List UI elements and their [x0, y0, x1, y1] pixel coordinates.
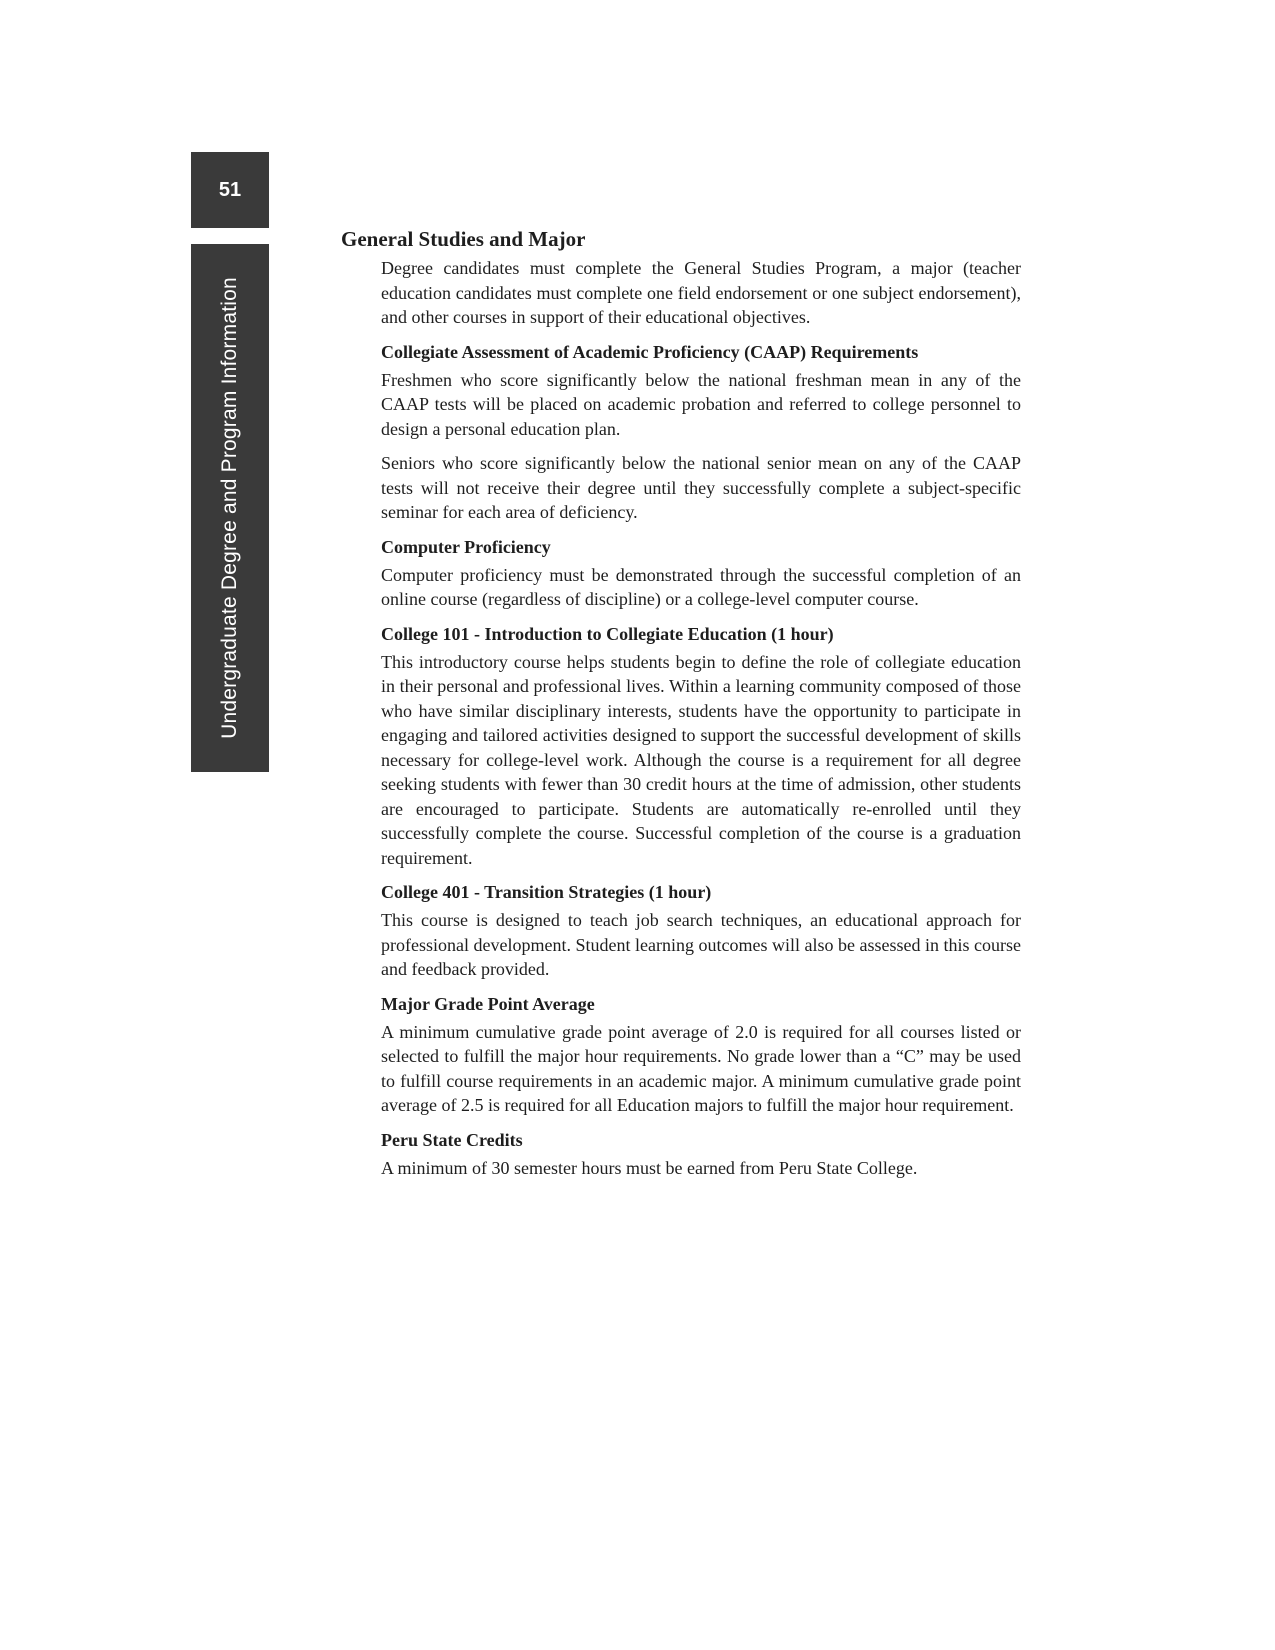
college-401-paragraph: This course is designed to teach job search techniques, an educational approach for professional development. Student learning outcomes will also be assessed in this course and feedback provided. [381, 910, 1021, 979]
section-tab [191, 244, 269, 772]
major-gpa-heading: Major Grade Point Average [381, 993, 595, 1014]
body-block [381, 256, 1021, 1180]
page-content [341, 226, 1021, 1190]
caap-paragraph-seniors: Seniors who score significantly below the national senior mean on any of the CAAP tests will not receive their degree until they successfully complete a subject-specific seminar for each area of deficiency. [381, 453, 1021, 522]
caap-heading: Collegiate Assessment of Academic Proficiency (CAAP) Requirements [381, 341, 919, 362]
peru-state-credits-paragraph: A minimum of 30 semester hours must be earned from Peru State College. [381, 1157, 918, 1178]
main-heading: General Studies and Major [341, 227, 586, 251]
peru-state-credits-heading: Peru State Credits [381, 1129, 523, 1150]
college-401-heading: College 401 - Transition Strategies (1 hour) [381, 882, 712, 902]
page-number: 51 [218, 178, 242, 201]
section-tab-title: Undergraduate Degree and Program Information [218, 277, 241, 739]
intro-paragraph: Degree candidates must complete the General Studies Program, a major (teacher education candidates must complete one field endorsement or one subject endorsement), and other courses in support of their educational objectives. [381, 258, 1021, 327]
page-number-tab [191, 152, 269, 228]
caap-paragraph-freshmen: Freshmen who score significantly below the national freshman mean in any of the CAAP tests will be placed on academic probation and referred to college personnel to design a personal education plan. [381, 369, 1021, 439]
major-gpa-paragraph: A minimum cumulative grade point average of 2.0 is required for all courses listed or selected to fulfill the major hour requirements. No grade lower than a “C” may be used to fulfill course requirements in an academic major. A minimum cumulative grade point average of 2.5 is required for all Education majors to fulfill the major hour requirement. [381, 1021, 1021, 1115]
college-101-paragraph: This introductory course helps students begin to define the role of collegiate education in their personal and professional lives. Within a learning community composed of those who have similar disciplinary interests, students have the opportunity to participate in engaging and tailored activities designed to support the successful development of skills necessary for college-level work. Although the course is a requirement for all degree seeking students with fewer than 30 credit hours at the time of admission, other students are encouraged to participate. Students are automatically re-enrolled until they successfully complete the course. Successful completion of the course is a graduation requirement. [381, 651, 1021, 868]
computer-proficiency-paragraph: Computer proficiency must be demonstrated through the successful completion of an online course (regardless of discipline) or a college-level computer course. [381, 564, 1021, 609]
computer-proficiency-heading: Computer Proficiency [381, 536, 551, 557]
college-101-heading: College 101 - Introduction to Collegiate Education (1 hour) [381, 623, 834, 644]
